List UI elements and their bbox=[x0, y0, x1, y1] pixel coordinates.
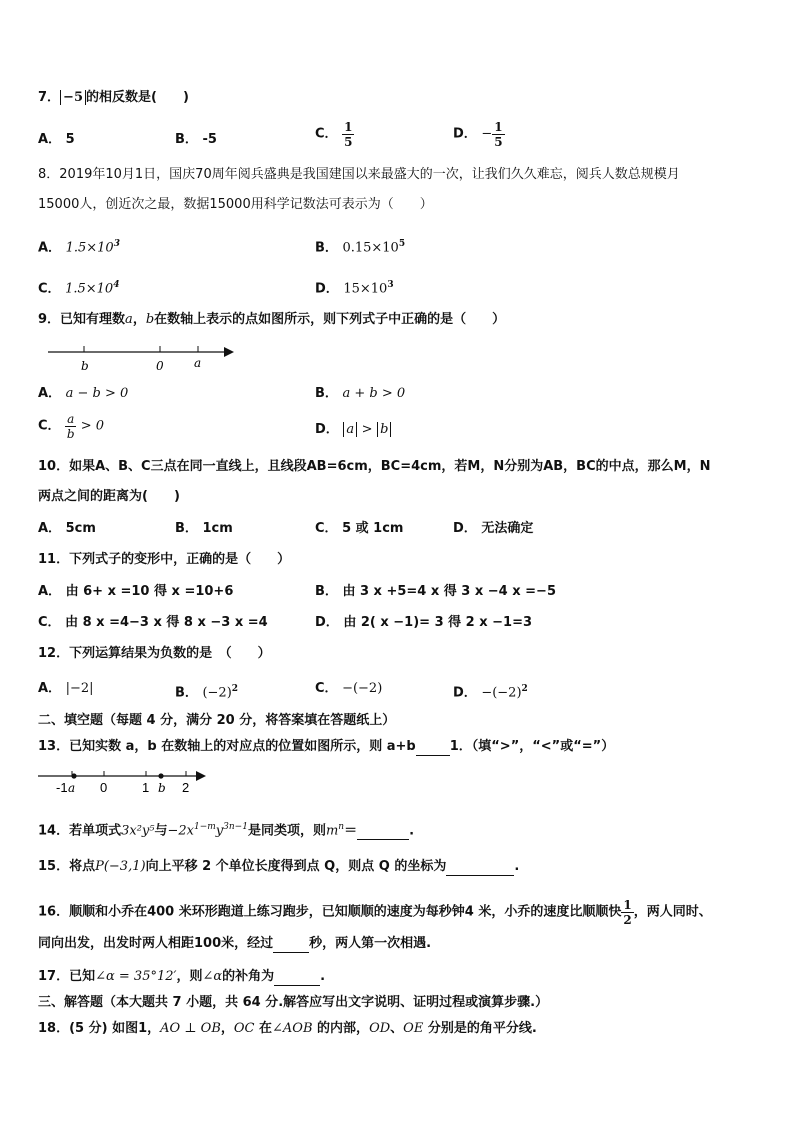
q7-text: 的相反数是( ) bbox=[86, 90, 189, 105]
q7-option-c: C． $\frac{1}{5}$ bbox=[315, 120, 353, 149]
q13-label-0: 0 bbox=[100, 780, 108, 795]
q9-option-d: D． a > b bbox=[315, 421, 391, 439]
q8-option-d: D． $15\times 10^3$ bbox=[315, 280, 394, 297]
q15-stem: 15．将点P(−3,1)向上平移 2 个单位长度得到点 Q，则点 Q 的坐标为 . bbox=[38, 859, 520, 874]
q11-option-a: A． 由 6+ x =10 得 x =10+6 bbox=[38, 584, 234, 599]
q12-option-a: A． |−2| bbox=[38, 681, 94, 696]
q13-answer-blank bbox=[416, 755, 450, 756]
arrow-right-icon bbox=[196, 771, 206, 781]
q11-stem: 11．下列式子的变形中，正确的是（ ） bbox=[38, 552, 291, 567]
q8-option-a: A． $1.5\times 10^3$ bbox=[38, 239, 120, 256]
q13-label-b: b bbox=[158, 781, 166, 795]
q8-line1: 8．2019年10月1日，国庆70周年阅兵盛典是我国建国以来最盛大的一次，让我们久久难忘，阅兵人数总规模月 bbox=[38, 167, 680, 182]
q16-answer-blank bbox=[273, 952, 309, 953]
q15-answer-blank bbox=[446, 875, 514, 876]
section-2-heading: 二、填空题（每题 4 分，满分 20 分，将答案填在答题纸上） bbox=[38, 713, 396, 728]
q11-option-c: C． 由 8 x =4−3 x 得 8 x −3 x =4 bbox=[38, 615, 268, 630]
q10-line2: 两点之间的距离为( ) bbox=[38, 489, 180, 504]
arrow-right-icon bbox=[224, 347, 234, 357]
q9-stem: 9．已知有理数a，b在数轴上表示的点如图所示，则下列式子中正确的是（ ） bbox=[38, 312, 506, 327]
q9-option-a: A． a − b > 0 bbox=[38, 386, 129, 401]
q13-label-minus1: -1 bbox=[56, 780, 68, 795]
q13-point-a bbox=[71, 773, 76, 778]
q13-point-b bbox=[158, 773, 163, 778]
q9-label-a: a bbox=[194, 356, 202, 370]
q11-option-b: B． 由 3 x +5=4 x 得 3 x −4 x =−5 bbox=[315, 584, 556, 599]
section-3-heading: 三、解答题（本大题共 7 小题，共 64 分.解答应写出文字说明、证明过程或演算步骤.） bbox=[38, 995, 549, 1010]
q13-label-2: 2 bbox=[182, 780, 190, 795]
q16-line1: 16．顺顺和小乔在400 米环形跑道上练习跑步，已知顺顺的速度为每秒钟4 米，小乔的速度比顺顺快 $\frac{1}{2}$ ，两人同时、 bbox=[38, 898, 712, 927]
q7-stem bbox=[38, 89, 189, 107]
q9-label-0: 0 bbox=[156, 359, 164, 373]
q11-option-d: D． 由 2( x −1)= 3 得 2 x −1=3 bbox=[315, 615, 533, 630]
q10-option-a: A． 5cm bbox=[38, 521, 96, 536]
q10-option-d: D． 无法确定 bbox=[453, 521, 534, 536]
q13-label-a: a bbox=[68, 781, 76, 795]
q7-abs-value: −5 bbox=[60, 90, 86, 105]
q10-line1: 10．如果A、B、C三点在同一直线上，且线段AB=6cm，BC=4cm，若M，N分别为AB，BC的中点，那么M，N bbox=[38, 459, 711, 474]
q14-answer-blank bbox=[357, 839, 409, 840]
q8-option-c: C． $1.5\times 10^4$ bbox=[38, 280, 120, 297]
q7-number: 7． bbox=[38, 90, 61, 105]
q9-option-c: C． $\frac{a}{b}$ > 0 bbox=[38, 412, 105, 441]
q13-stem: 13．已知实数 a，b 在数轴上的对应点的位置如图所示，则 a+b 1．（填“>”，“<”或“=”） bbox=[38, 739, 615, 754]
q13-label-1: 1 bbox=[142, 780, 150, 795]
q14-stem: 14．若单项式3x²y⁵与$-2x^{1-m}y^{3n-1}$是同类项，则$m^n=$ . bbox=[38, 822, 415, 839]
q12-stem: 12．下列运算结果为负数的是 （ ） bbox=[38, 646, 271, 661]
q8-option-b: B． $0.15\times 10^5$ bbox=[315, 239, 406, 256]
q8-line2: 15000人，创近次之最，数据15000用科学记数法可表示为（ ） bbox=[38, 197, 433, 212]
q9-option-b: B． a + b > 0 bbox=[315, 386, 406, 401]
q17-answer-blank bbox=[274, 985, 320, 986]
q9-number-line bbox=[44, 340, 239, 374]
q13-number-line bbox=[36, 766, 211, 796]
q10-option-c: C． 5 或 1cm bbox=[315, 521, 404, 536]
q7-option-a: A． 5 bbox=[38, 132, 75, 147]
q18-stem: 18．(5 分) 如图1，AO ⊥ OB，OC 在∠AOB 的内部，OD、OE 分别是的角平分线. bbox=[38, 1021, 537, 1036]
q17-stem: 17．已知∠α = 35°12′，则∠α的补角为 . bbox=[38, 969, 326, 984]
q7-option-b: B． -5 bbox=[175, 132, 217, 147]
q7-option-d: D． − $\frac{1}{5}$ bbox=[453, 120, 503, 149]
q12-option-c: C． −(−2) bbox=[315, 681, 383, 696]
q10-option-b: B． 1cm bbox=[175, 521, 233, 536]
q16-line2: 同向出发，出发时两人相距100米，经过 秒，两人第一次相遇. bbox=[38, 936, 432, 951]
q9-label-b: b bbox=[81, 359, 89, 373]
q12-option-b: B． $(-2)^2$ bbox=[175, 684, 239, 701]
q12-option-d: D． $-(-2)^2$ bbox=[453, 684, 528, 701]
